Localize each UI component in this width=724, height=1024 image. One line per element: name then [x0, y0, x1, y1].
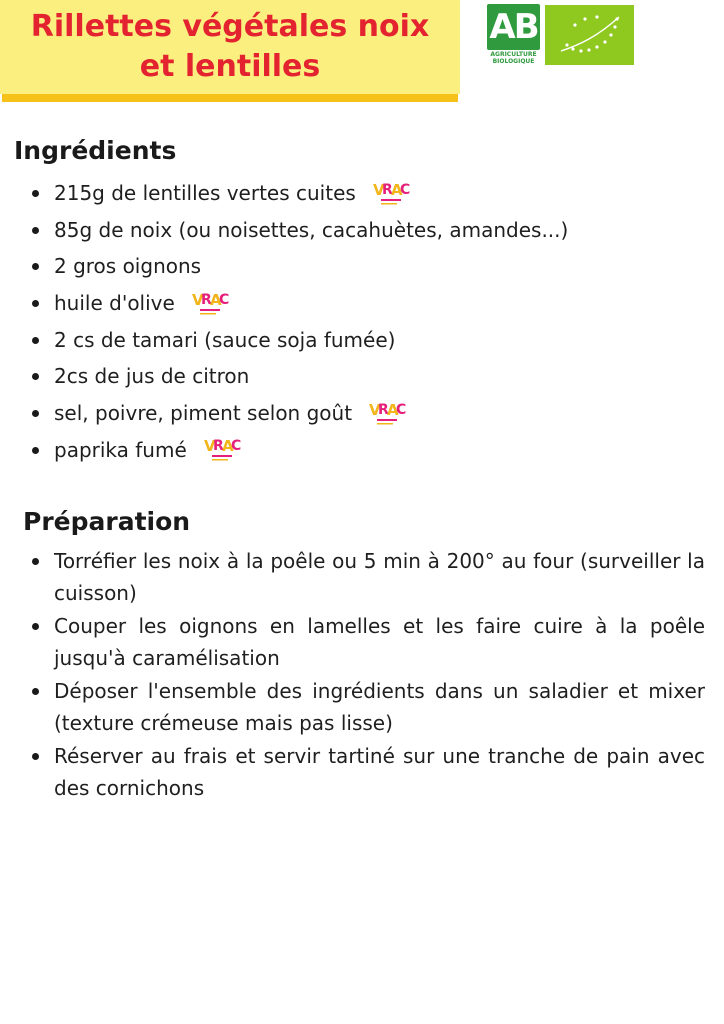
ingredient-item	[30, 323, 670, 360]
ingredient-text: 215g de lentilles vertes cuites	[54, 181, 356, 205]
ingredient-text: huile d'olive	[54, 291, 175, 316]
svg-text:V: V	[373, 180, 385, 199]
ingredient-item	[30, 433, 670, 470]
svg-text:R: R	[378, 401, 390, 418]
svg-text:V: V	[369, 400, 382, 419]
preparation-step: Réserver au frais et servir tartiné sur une tranche de pain avec des cornichons	[30, 740, 705, 804]
ingredient-item	[30, 286, 670, 323]
svg-text:A: A	[210, 290, 222, 309]
svg-text:R: R	[382, 181, 393, 198]
ingredient-text: 2cs de jus de citron	[54, 364, 250, 389]
ingredient-item	[30, 249, 670, 286]
ingredient-text: 2 cs de tamari (sauce soja fumée)	[54, 327, 396, 352]
ingredients-heading: Ingrédients	[14, 136, 177, 165]
title-banner	[0, 0, 460, 94]
eu-leaf-icon	[545, 5, 634, 65]
ingredient-text: 2 gros oignons	[54, 254, 202, 279]
vrac-bulk-icon	[368, 397, 406, 427]
eu-organic-leaf-logo	[545, 5, 634, 65]
ingredient-text: paprika fumé	[54, 437, 187, 462]
vrac-bulk-icon	[203, 433, 241, 463]
preparation-step: Déposer l'ensemble des ingrédients dans un saladier et mixer (texture crémeuse mais pas lisse)	[30, 675, 705, 739]
preparation-step: Couper les oignons en lamelles et les faire cuire à la poêle jusqu'à caramélisation	[30, 610, 705, 674]
ab-logo-mark: AB	[487, 4, 540, 50]
svg-text:C: C	[219, 291, 230, 308]
svg-text:V: V	[192, 290, 204, 309]
svg-text:A: A	[387, 400, 400, 419]
svg-text:C: C	[396, 401, 407, 418]
ingredient-text: sel, poivre, piment selon goût	[54, 401, 353, 426]
preparation-step: Torréfier les noix à la poêle ou 5 min à 200° au four (surveiller la cuisson)	[30, 545, 705, 609]
preparation-list	[30, 545, 705, 805]
page-title: Rillettes végétales noix et lentilles	[30, 9, 430, 84]
svg-text:C: C	[231, 438, 242, 455]
vrac-bulk-icon	[372, 177, 410, 207]
ab-logo-caption: AGRICULTURE BIOLOGIQUE	[490, 51, 537, 65]
ingredients-list	[30, 176, 670, 470]
ingredient-item	[30, 213, 670, 250]
ab-organic-logo	[487, 4, 540, 66]
svg-text:A: A	[391, 180, 403, 199]
ingredient-text: 85g de noix (ou noisettes, cacahuètes, amandes...)	[54, 217, 569, 242]
svg-text:C: C	[400, 181, 411, 198]
svg-text:R: R	[201, 291, 212, 308]
ingredient-item	[30, 176, 670, 213]
preparation-heading: Préparation	[23, 507, 191, 536]
svg-text:V: V	[204, 437, 216, 456]
ingredient-item	[30, 359, 670, 396]
svg-text:R: R	[213, 438, 224, 455]
ingredient-item	[30, 396, 670, 433]
vrac-bulk-icon	[191, 287, 229, 317]
svg-text:A: A	[222, 437, 234, 456]
